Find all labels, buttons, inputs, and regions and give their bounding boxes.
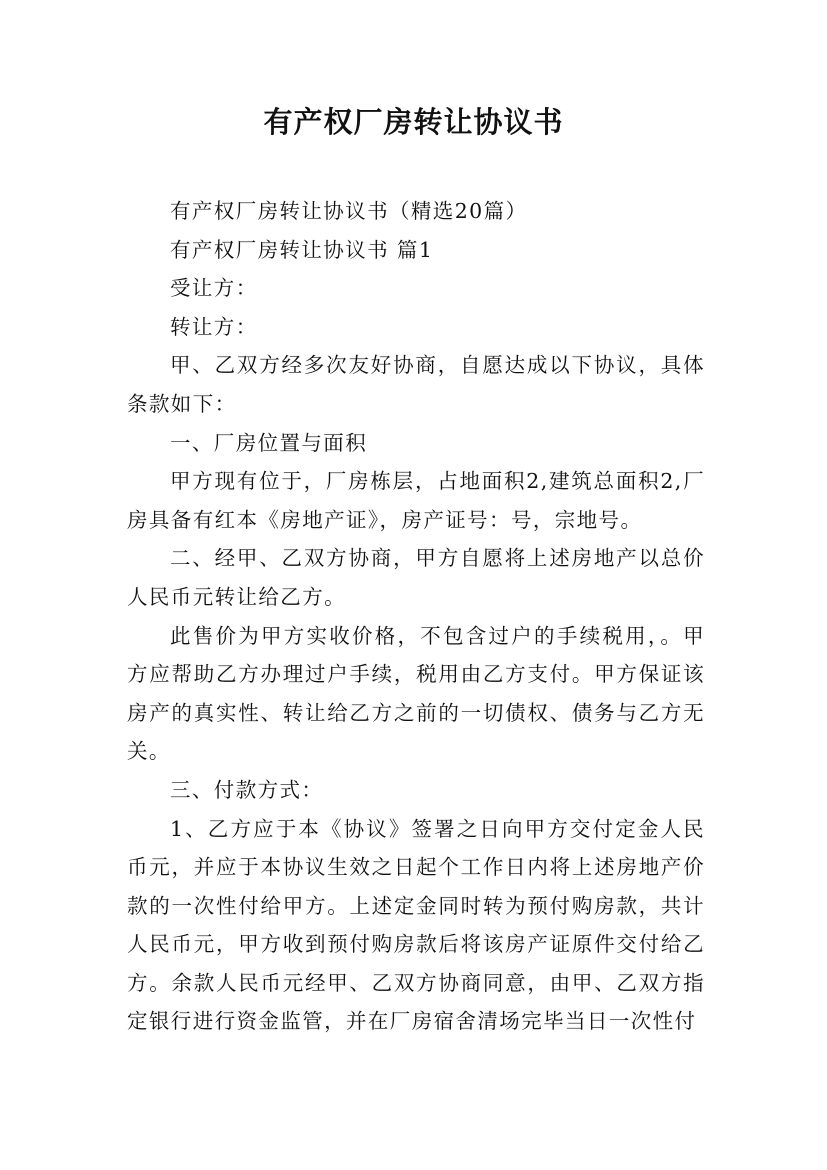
paragraph-transferor: 转让方：: [170, 314, 258, 339]
paragraph-section-three-heading: 三、付款方式：: [170, 777, 324, 802]
paragraph-heading-selection: 有产权厂房转让协议书（精选20篇）: [170, 199, 528, 223]
paragraph-agreement-intro: 甲、乙双方经多次友好协商，自愿达成以下协议，具体条款如下：: [127, 353, 705, 416]
document-body: [127, 192, 705, 1041]
document-title: 有产权厂房转让协议书: [263, 105, 564, 139]
paragraph-transferee: 受让方：: [170, 276, 258, 301]
paragraph-article-number: 有产权厂房转让协议书 篇1: [170, 237, 434, 262]
paragraph-section-two: 二、经甲、乙双方协商，甲方自愿将上述房地产以总价人民币元转让给乙方。: [127, 546, 705, 609]
paragraph-price-terms: 此售价为甲方实收价格，不包含过户的手续税用，。甲方应帮助乙方办理过户手续，税用由乙方支付。甲方保证该房产的真实性、转让给乙方之前的一切债权、债务与乙方无关。: [127, 623, 705, 764]
paragraph-payment-terms: 1、乙方应于本《协议》签署之日向甲方交付定金人民币元，并应于本协议生效之日起个工作日内将上述房地产价款的一次性付给甲方。上述定金同时转为预付购房款，共计人民币元，甲方收到预付购房款后将该房产证原件交付给乙方。余款人民币元经甲、乙双方协商同意，由甲、乙双方指定银行进行资金监管，并在厂房宿舍清场完毕当日一次性付: [127, 816, 705, 1034]
paragraph-section-one-heading: 一、厂房位置与面积: [170, 430, 368, 455]
paragraph-section-one-body: 甲方现有位于，厂房栋层，占地面积2,建筑总面积2,厂房具备有红本《房地产证》，房产证号：号，宗地号。: [127, 469, 705, 532]
